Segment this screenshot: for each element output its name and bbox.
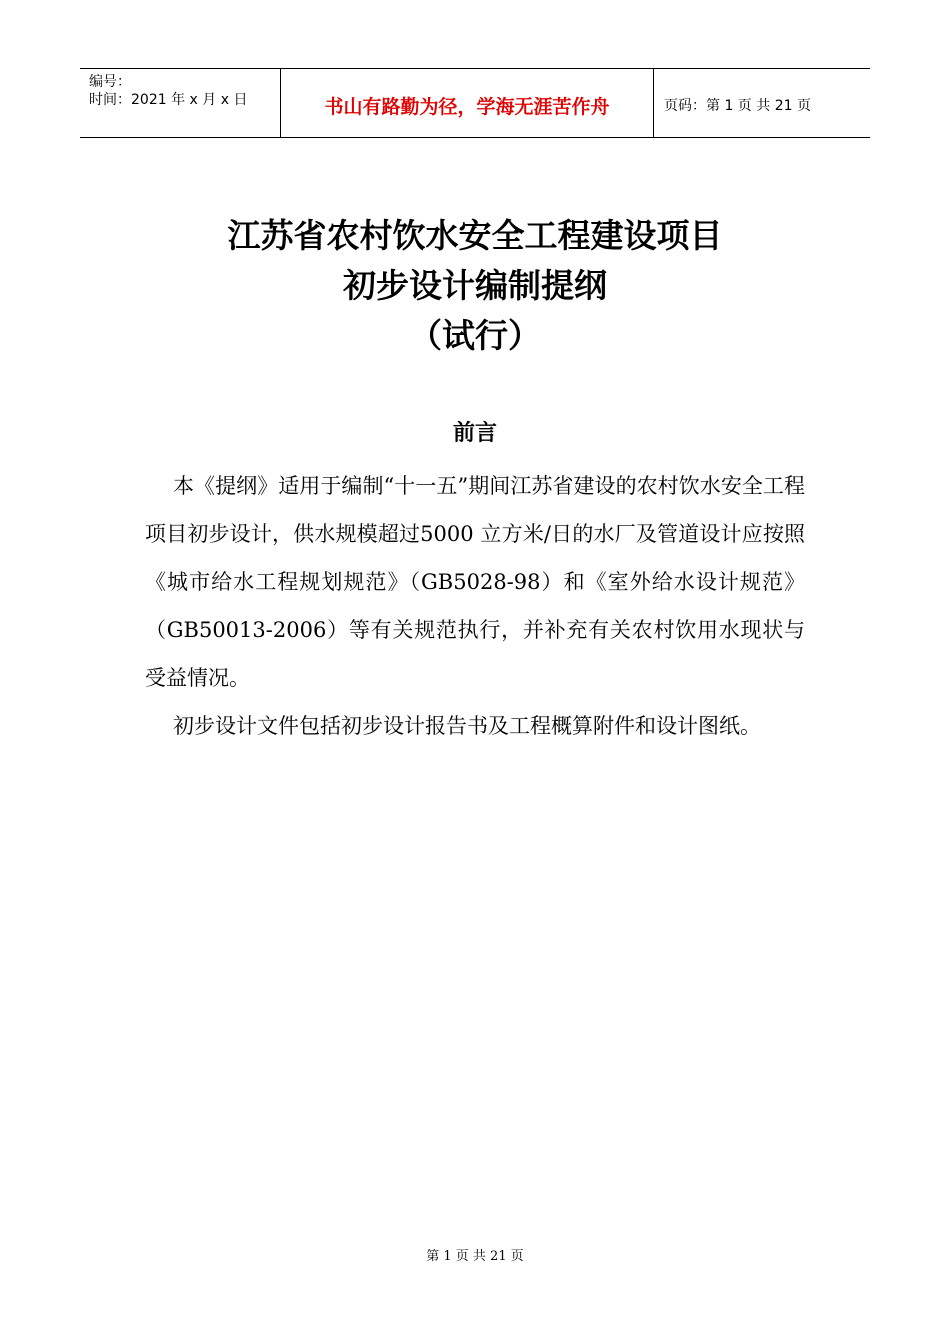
header-table [80, 68, 870, 138]
document-title-line2: 初步设计编制提纲 [343, 266, 607, 305]
header-page-info: 页码：第 1 页 共 21 页 [664, 98, 811, 114]
header-meta [80, 69, 281, 137]
document-title-line1: 江苏省农村饮水安全工程建设项目 [227, 216, 723, 255]
preface-body [145, 462, 805, 750]
document-title-line3: （试行） [409, 316, 541, 355]
preface-paragraph-2: 初步设计文件包括初步设计报告书及工程概算附件和设计图纸。 [173, 714, 761, 738]
preface-heading: 前言 [452, 421, 497, 446]
document-number-label: 编号： [89, 74, 131, 90]
document-date: 时间：2021 年 x 月 x 日 [89, 92, 248, 108]
page-footer: 第 1 页 共 21 页 [426, 1249, 524, 1264]
header-motto: 书山有路勤为径，学海无涯苦作舟 [281, 69, 654, 137]
preface-paragraph-1: 本《提纲》适用于编制“十一五”期间江苏省建设的农村饮水安全工程项目初步设计，供水规模超过5000 立方米/日的水厂及管道设计应按照《城市给水工程规划规范》（GB5028-98）和《室外给水设计规范》（GB50013-2006）等有关规范执行，并补充有关农村饮用水现状与受益情况。 [145, 474, 805, 690]
